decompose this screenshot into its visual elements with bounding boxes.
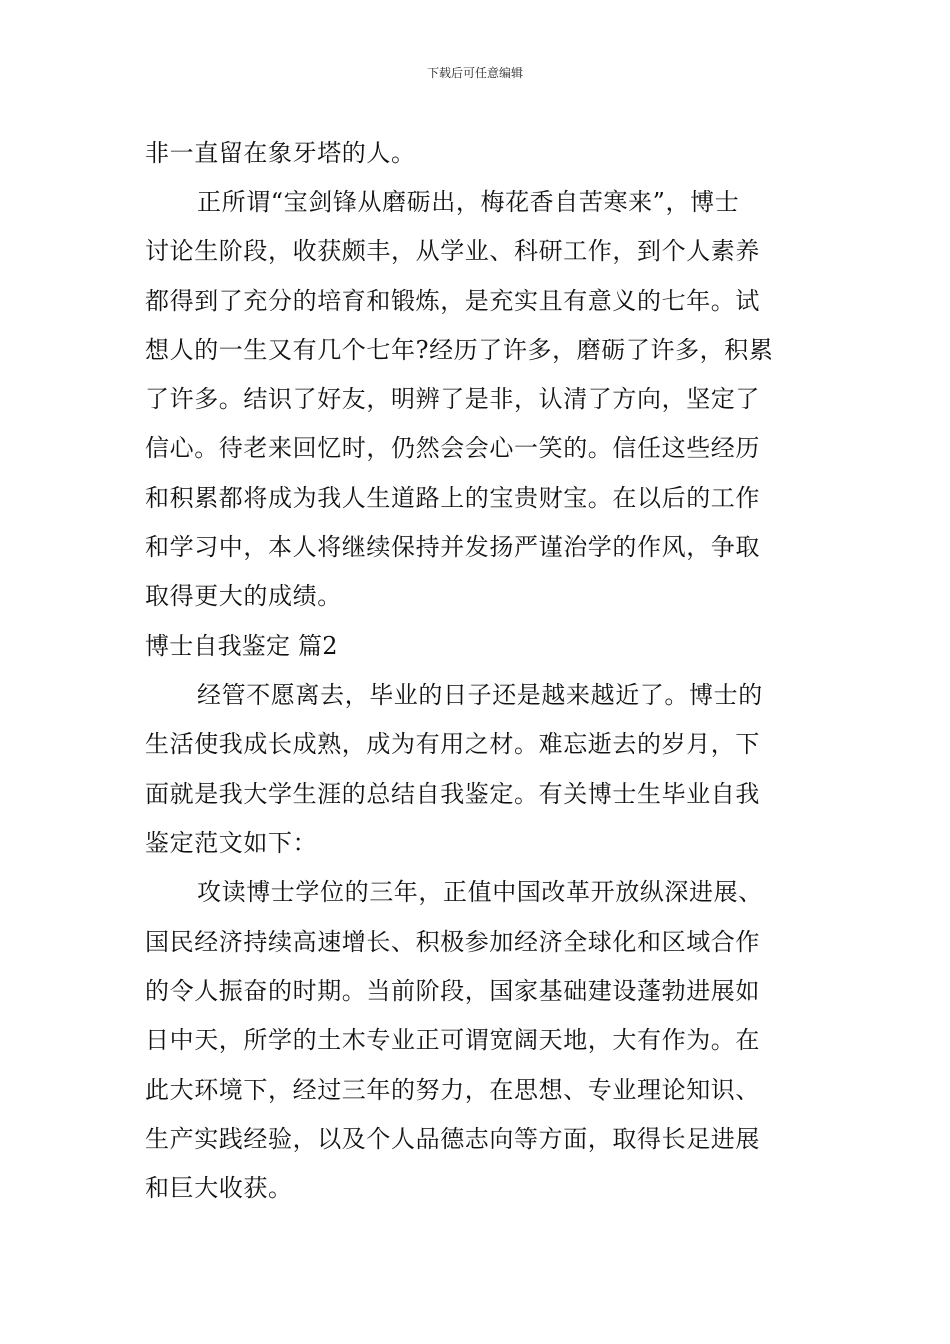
text-line: 生活使我成长成熟，成为有用之材。难忘逝去的岁月，下 xyxy=(145,730,760,758)
text-line: 都得到了充分的培育和锻炼，是充实且有意义的七年。试 xyxy=(145,287,760,315)
text-line: 非一直留在象牙塔的人。 xyxy=(145,139,416,167)
paragraph-first-line: 经管不愿离去，毕业的日子还是越来越近了。博士的 xyxy=(197,681,763,709)
text-line: 取得更大的成绩。 xyxy=(145,582,342,610)
text-line: 日中天，所学的土木专业正可谓宽阔天地，大有作为。在 xyxy=(145,1026,760,1054)
text-line: 国民经济持续高速增长、积极参加经济全球化和区域合作 xyxy=(145,928,760,956)
text-line: 信心。待老来回忆时，仍然会会心一笑的。信任这些经历 xyxy=(145,434,760,462)
text-line: 和学习中，本人将继续保持并发扬严谨治学的作风，争取 xyxy=(145,533,760,561)
text-line: 面就是我大学生涯的总结自我鉴定。有关博士生毕业自我 xyxy=(145,780,760,808)
section-heading: 博士自我鉴定 篇2 xyxy=(145,632,338,660)
text-line: 和积累都将成为我人生道路上的宝贵财宝。在以后的工作 xyxy=(145,484,760,512)
page-header: 下载后可任意编辑 xyxy=(426,66,523,80)
text-line: 想人的一生又有几个七年?经历了许多，磨砺了许多，积累 xyxy=(145,336,774,364)
text-line: 和巨大收获。 xyxy=(145,1174,293,1202)
text-line: 的令人振奋的时期。当前阶段，国家基础建设蓬勃进展如 xyxy=(145,977,760,1005)
paragraph-first-line: 攻读博士学位的三年，正值中国改革开放纵深进展、 xyxy=(197,878,763,906)
text-line: 生产实践经验，以及个人品德志向等方面，取得长足进展 xyxy=(145,1125,760,1153)
paragraph-first-line: 正所谓“宝剑锋从磨砺出，梅花香自苦寒来”，博士 xyxy=(197,188,740,216)
text-line: 此大环境下，经过三年的努力，在思想、专业理论知识、 xyxy=(145,1076,760,1104)
text-line: 鉴定范文如下： xyxy=(145,829,318,857)
text-line: 讨论生阶段，收获颇丰，从学业、科研工作，到个人素养 xyxy=(145,237,760,265)
text-line: 了许多。结识了好友，明辨了是非，认清了方向，坚定了 xyxy=(145,385,760,413)
